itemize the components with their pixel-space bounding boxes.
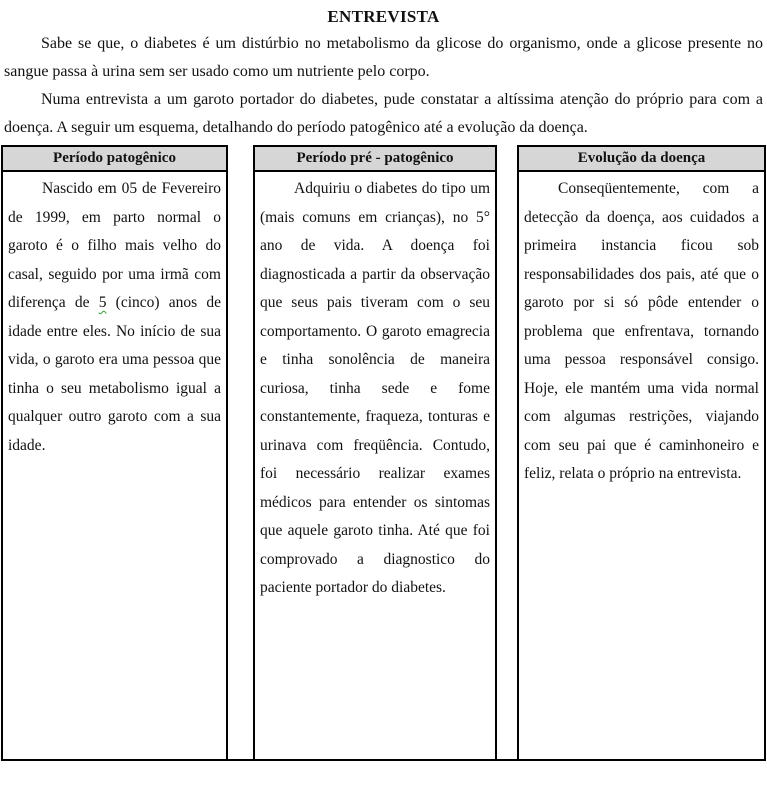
grammar-flagged-word: 5 [98,294,107,311]
document-title: ENTREVISTA [327,7,440,26]
intro-paragraph-1: Sabe se que, o diabetes é um distúrbio no metabolismo da glicose do organismo, onde a glicose presente no sangue passa à urina sem ser usado como um nutriente pelo corpo. [4,35,763,80]
schema-table [1,145,766,761]
column-header-evolucao-da-doenca: Evolução da doença [517,145,766,172]
column-gap-1 [228,145,253,759]
cell-text-after-flag: (cinco) anos de idade entre eles. No início de sua vida, o garoto era uma pessoa que tinha o seu metabolismo igual a qualquer outro garoto com a sua idade. [8,294,222,454]
column-header-periodo-pre-patogenico: Período pré - patogênico [253,145,497,172]
column-periodo-pre-patogenico [253,145,497,759]
column-header-periodo-patogenico: Período patogênico [1,145,228,172]
column-body-evolucao-da-doenca: Conseqüentemente, com a detecção da doença, aos cuidados a primeira instancia ficou sob responsabilidades dos pais, até que o garoto por si só pôde entender o problema que enfrentava, tornando uma pessoa responsável consigo. Hoje, ele mantém uma vida normal com algumas restrições, viajando com seu pai que é caminhoneiro e feliz, relata o próprio na entrevista. [517,172,766,759]
column-periodo-patogenico [1,145,228,759]
column-evolucao-da-doenca [517,145,766,759]
column-body-periodo-pre-patogenico: Adquiriu o diabetes do tipo um (mais comuns em crianças), no 5° ano de vida. A doença foi diagnosticada a partir da observação que seus pais tiveram com o seu comportamento. O garoto emagrecia e tinha sonolência de maneira curiosa, tinha sede e fome constantemente, fraqueza, tonturas e urinava com freqüência. Contudo, foi necessário realizar exames médicos para entender os sintomas que aquele garoto tinha. Até que foi comprovado a diagnostico do paciente portador do diabetes. [253,172,497,759]
intro-section [1,30,766,142]
document-page [0,6,767,788]
cell-text-before-flag: Nascido em 05 de Fevereiro de 1999, em parto normal o garoto é o filho mais velho do casal, seguido por uma irmã com diferença de [8,180,221,311]
column-body-periodo-patogenico [1,172,228,759]
intro-paragraph-2: Numa entrevista a um garoto portador do diabetes, pude constatar a altíssima atenção do próprio para com a doença. A seguir um esquema, detalhando do período patogênico até a evolução da doença. [4,91,763,136]
column-gap-2 [497,145,517,759]
